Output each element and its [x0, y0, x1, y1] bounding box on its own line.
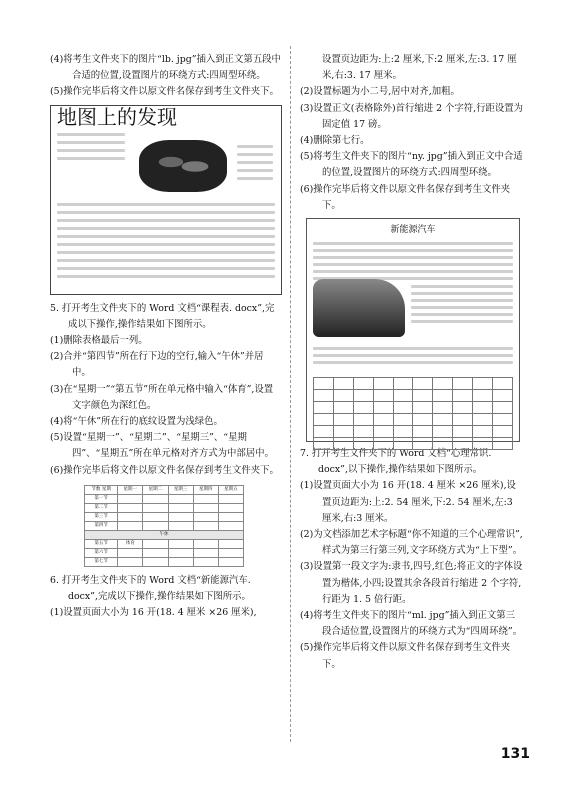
world-map-image	[139, 140, 227, 192]
car-text-bottom	[313, 343, 513, 368]
q6-step4: (4)删除第七行。	[300, 135, 370, 147]
result-image-map-discovery	[50, 105, 282, 295]
q6-step3: (3)设置正文(表格除外)首行缩进 2 个字符,行距设置为固定值 17 磅。	[300, 102, 524, 130]
table-cell: 星期五	[218, 485, 243, 494]
q5-step2: (2)合并“第四节”所在行下边的空行,输入“午休”并居中。	[50, 351, 264, 379]
table-row: 第四节	[85, 521, 244, 530]
table-row: 第七节	[85, 557, 244, 566]
thumb-text-body	[51, 198, 281, 283]
car-text-right	[411, 281, 513, 327]
table-row: 第一节	[85, 494, 244, 503]
q6-step5: (5)将考生文件夹下的图片“ny. jpg”插入到正文中合适的位置,设置图片的环绕方式:四周型环绕。	[300, 151, 523, 179]
q6-step2: (2)设置标题为小二号,居中对齐,加粗。	[300, 86, 460, 98]
q5-step3: (3)在“星期一”“第五节”所在单元格中输入“体育”,设置文字颜色为深红色。	[50, 383, 274, 411]
thumb-text-left	[51, 133, 131, 160]
car-text-top	[313, 242, 513, 280]
table-cell: 节数 星期	[85, 485, 118, 494]
table-row	[85, 530, 244, 539]
thumb-text-right	[231, 140, 279, 185]
table-row: 第五节 体育	[85, 539, 244, 548]
table-cell: 星期二	[143, 485, 168, 494]
q5-step4: (4)将“午休”所在行的底纹设置为浅绿色。	[50, 416, 223, 428]
q7-step4: (4)将考生文件夹下的图片“ml. jpg”插入到正文第三段合适位置,设置图片的环绕方式为“四周环绕”。	[300, 610, 523, 638]
q7-step1: (1)设置页面大小为 16 开(18. 4 厘米 ×26 厘米),设置页边距为:上:2. 54 厘米,下:2. 54 厘米,左:3 厘米,右:3 厘米。	[300, 480, 516, 524]
table-cell: 星期一	[118, 485, 143, 494]
thumb-title: 地图上的发现	[57, 104, 177, 129]
table-row: 第二节	[85, 503, 244, 512]
q6-step1-cont: 设置页边距为:上:2 厘米,下:2 厘米,左:3. 17 厘米,右:3. 17 厘米。	[322, 54, 517, 82]
q4-step4: (4)将考生文件夹下的图片“lb. jpg”插入到正文第五段中合适的位置,设置图片的环绕方式:四周型环绕。	[50, 54, 281, 82]
pe-cell: 体育	[118, 539, 143, 548]
table-row	[85, 485, 244, 494]
car-image	[313, 279, 405, 337]
q7-intro: 7. 打开考生文件夹下的 Word 文档“心理常识. docx”,以下操作,操作结果如下图所示。	[300, 448, 492, 476]
left-column	[50, 52, 282, 621]
q7-step3: (3)设置第一段文字为:隶书,四号,红色;将正文的字体设置为楷体,小四;设置其余各段首行缩进 2 个字符,行距为 1. 5 倍行距。	[300, 561, 523, 605]
page-number: 131	[500, 746, 530, 762]
q6-intro: 6. 打开考生文件夹下的 Word 文档“新能源汽车. docx”,完成以下操作,操作结果如下图所示。	[50, 574, 251, 603]
car-doc-title: 新能源汽车	[390, 225, 436, 236]
table-cell: 星期四	[193, 485, 218, 494]
car-table	[313, 377, 513, 450]
q5-step5: (5)设置“星期一”、“星期二”、“星期三”、“星期四”、“星期五”所在单元格对齐方式为中部居中。	[50, 432, 274, 460]
table-cell: 星期三	[168, 485, 193, 494]
right-column	[300, 52, 524, 673]
table-row: 第六节	[85, 548, 244, 557]
q7-step2: (2)为文档添加艺术字标题“你不知道的三个心理常识”,样式为第三行第三列,文字环绕方式为“上下型”。	[300, 529, 523, 557]
noon-cell: 午休	[85, 530, 244, 539]
schedule-table	[84, 485, 244, 567]
result-image-new-energy-car	[306, 218, 520, 442]
table-row: 第三节	[85, 512, 244, 521]
q5-step1: (1)删除表格最后一列。	[50, 335, 148, 347]
q6-step1: (1)设置页面大小为 16 开(18. 4 厘米 ×26 厘米),	[50, 607, 257, 619]
q7-step5: (5)操作完毕后将文件以原文件名保存到考生文件夹下。	[300, 642, 511, 670]
q5-intro: 5. 打开考生文件夹下的 Word 文档“课程表. docx”,完成以下操作,操作结果如下图所示。	[50, 302, 275, 330]
q5-step6: (6)操作完毕后将文件以原文件名保存到考生文件夹下。	[50, 464, 279, 476]
column-divider	[290, 46, 291, 742]
q4-step5: (5)操作完毕后将文件以原文件名保存到考生文件夹下。	[50, 86, 279, 98]
q6-step6: (6)操作完毕后将文件以原文件名保存到考生文件夹下。	[300, 183, 511, 211]
